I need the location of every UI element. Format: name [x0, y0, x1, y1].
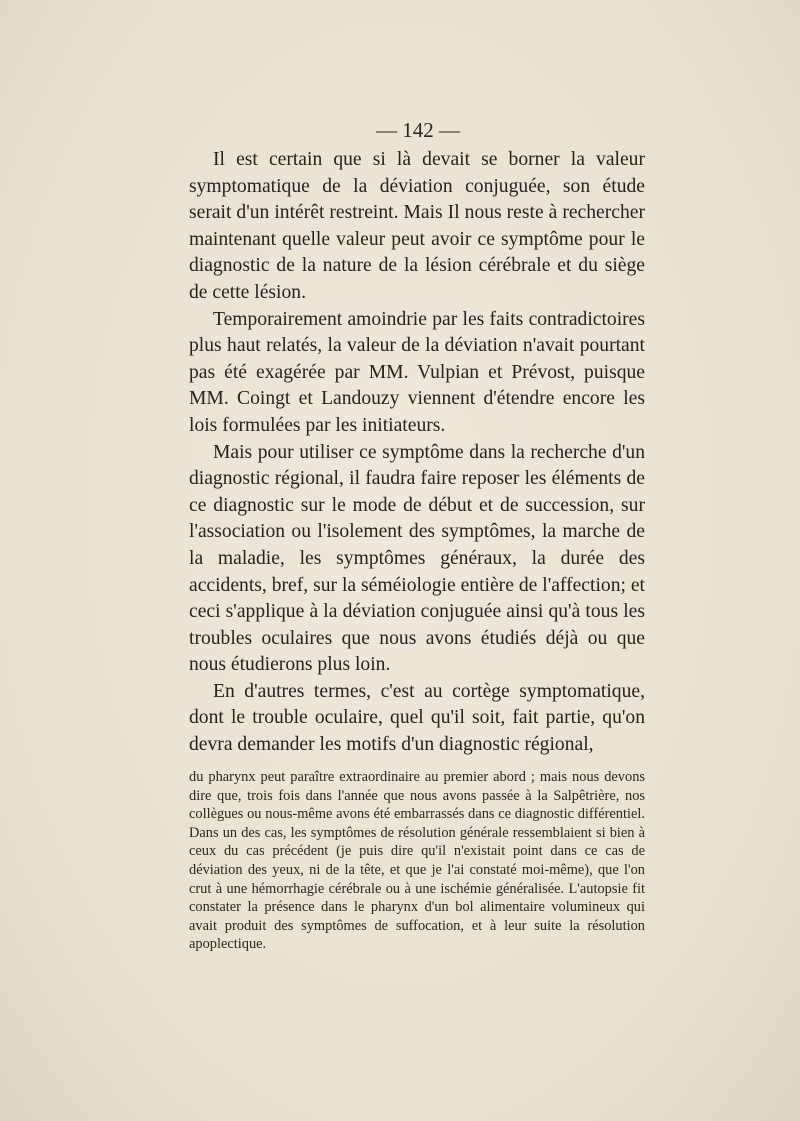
page-number: — 142 — — [376, 118, 460, 142]
main-text — [189, 147, 645, 759]
paragraph: Temporairement amoindrie par les faits contradictoires plus haut relatés, la valeur de la déviation n'avait pourtant pas été exagérée par MM. Vulpian et Prévost, puisque MM. Coingt et Landouzy viennent d'étendre encore les lois formulées par les initiateurs. — [189, 308, 645, 436]
paragraph: Il est certain que si là devait se borner la valeur symptomatique de la déviation conjuguée, son étude serait d'un intérêt restreint. Mais Il nous reste à rechercher maintenant quelle valeur peut avoir ce symptôme pour le diagnostic de la nature de la lésion cérébrale et du siège de cette lésion. — [189, 149, 645, 303]
footnote: du pharynx peut paraître extraordinaire au premier abord ; mais nous devons dire que, trois fois dans l'année que nous avons passée à la Salpêtrière, nos collègues ou nous-même avons été embarrassés dans ce diagnostic différentiel. Dans un des cas, les symptômes de résolution générale ressemblaient si bien à ceux du cas précédent (je puis dire qu'il n'existait point dans ce cas de déviation des yeux, ni de la tête, et que je l'ai constaté moi-même), que l'on crut à une hémorrhagie cérébrale ou à une ischémie généralisée. L'autopsie fit constater la présence dans le pharynx d'un bol alimentaire volumineux qui avait produit des symptômes de suffocation, et à leur suite la résolution apoplectique. — [189, 769, 645, 953]
paragraph: Mais pour utiliser ce symptôme dans la recherche d'un diagnostic régional, il faudra faire reposer les éléments de ce diagnostic sur le mode de début et de succession, sur l'association ou l'isolement des symptômes, la marche de la maladie, les symptômes généraux, la durée des accidents, bref, sur la séméiologie entière de l'affection; et ceci s'applique à la déviation conjuguée ainsi qu'à tous les troubles oculaires que nous avons étudiés déjà ou que nous étudierons plus loin. — [189, 441, 645, 676]
paragraph: En d'autres termes, c'est au cortège symptomatique, dont le trouble oculaire, quel qu'il soit, fait partie, qu'on devra demander les motifs d'un diagnostic régional, — [189, 680, 645, 756]
